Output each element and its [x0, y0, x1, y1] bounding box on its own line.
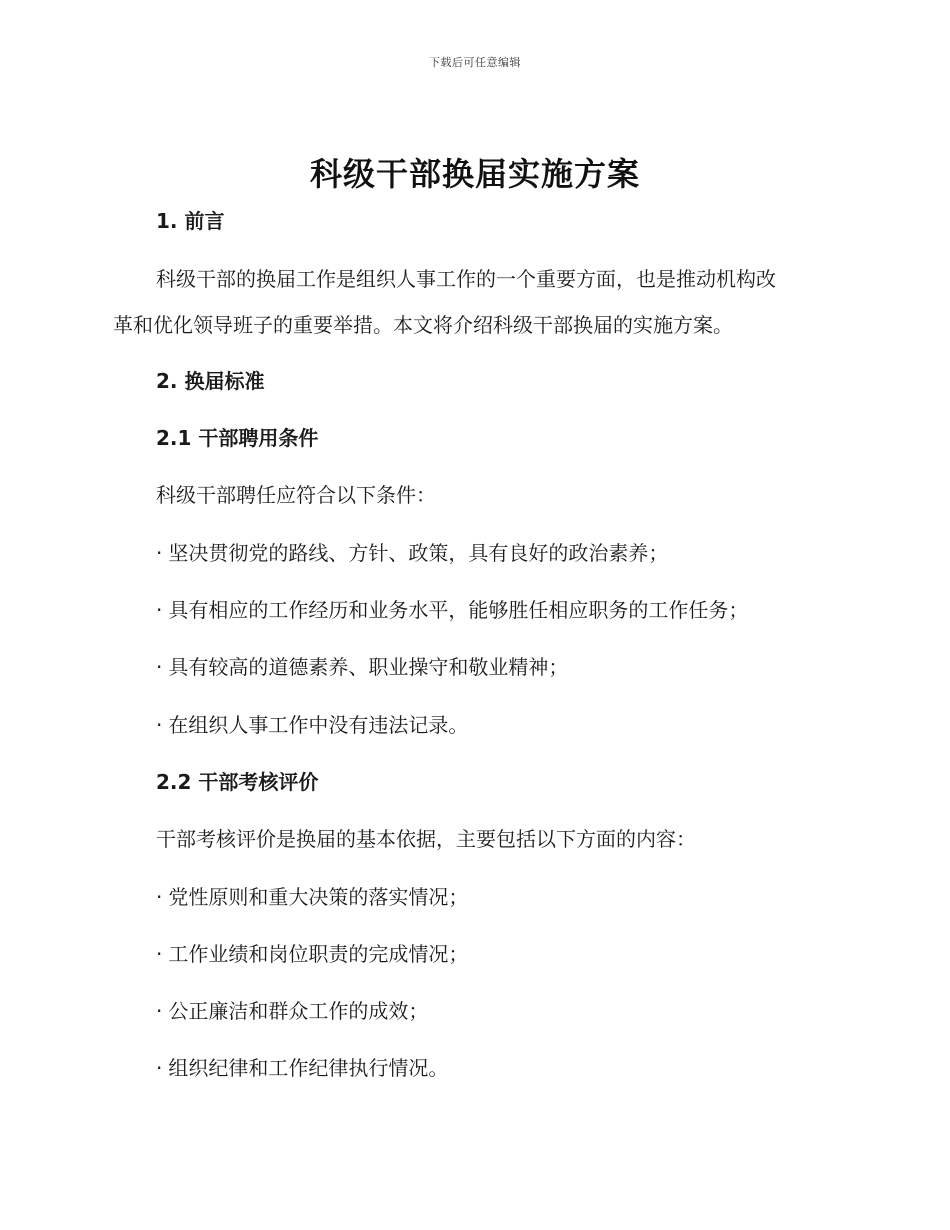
- document-title: 科级干部换届实施方案: [309, 155, 640, 193]
- bullet-dot-icon: ·: [156, 598, 163, 622]
- subsection-2-2-intro: 干部考核评价是换届的基本依据，主要包括以下方面的内容：: [156, 827, 696, 851]
- section-2-heading: 2. 换届标准: [156, 369, 265, 393]
- list-item: [156, 1054, 448, 1082]
- section-1-heading: 1. 前言: [156, 209, 225, 233]
- section-1-paragraph-line-1: 科级干部的换届工作是组织人事工作的一个重要方面，也是推动机构改: [156, 267, 776, 291]
- list-item-text: 具有相应的工作经历和业务水平，能够胜任相应职务的工作任务；: [168, 598, 749, 622]
- bullet-dot-icon: ·: [156, 885, 163, 909]
- bullet-dot-icon: ·: [156, 942, 163, 966]
- list-item-text: 坚决贯彻党的路线、方针、政策，具有良好的政治素养；: [168, 541, 669, 565]
- list-item: [156, 596, 748, 624]
- list-item-text: 党性原则和重大决策的落实情况；: [168, 885, 469, 909]
- subsection-2-1-heading: 2.1 干部聘用条件: [156, 426, 319, 450]
- subsection-2-1-intro: 科级干部聘任应符合以下条件：: [156, 483, 436, 507]
- list-item: [156, 940, 468, 968]
- list-item-text: 工作业绩和岗位职责的完成情况；: [168, 942, 469, 966]
- list-item: [156, 883, 468, 911]
- subsection-2-2-heading: 2.2 干部考核评价: [156, 770, 319, 794]
- list-item: [156, 997, 428, 1025]
- list-item-text: 在组织人事工作中没有违法记录。: [168, 713, 469, 737]
- list-item: [156, 653, 568, 681]
- bullet-dot-icon: ·: [156, 999, 163, 1023]
- bullet-dot-icon: ·: [156, 655, 163, 679]
- list-item-text: 具有较高的道德素养、职业操守和敬业精神；: [168, 655, 569, 679]
- section-1-paragraph-line-2: 革和优化领导班子的重要举措。本文将介绍科级干部换届的实施方案。: [113, 313, 733, 337]
- page-header-note: 下载后可任意编辑: [429, 56, 521, 69]
- bullet-dot-icon: ·: [156, 541, 163, 565]
- list-item: [156, 539, 668, 567]
- bullet-dot-icon: ·: [156, 1056, 163, 1080]
- list-item-text: 组织纪律和工作纪律执行情况。: [168, 1056, 449, 1080]
- list-item: [156, 711, 468, 739]
- bullet-dot-icon: ·: [156, 713, 163, 737]
- list-item-text: 公正廉洁和群众工作的成效；: [168, 999, 429, 1023]
